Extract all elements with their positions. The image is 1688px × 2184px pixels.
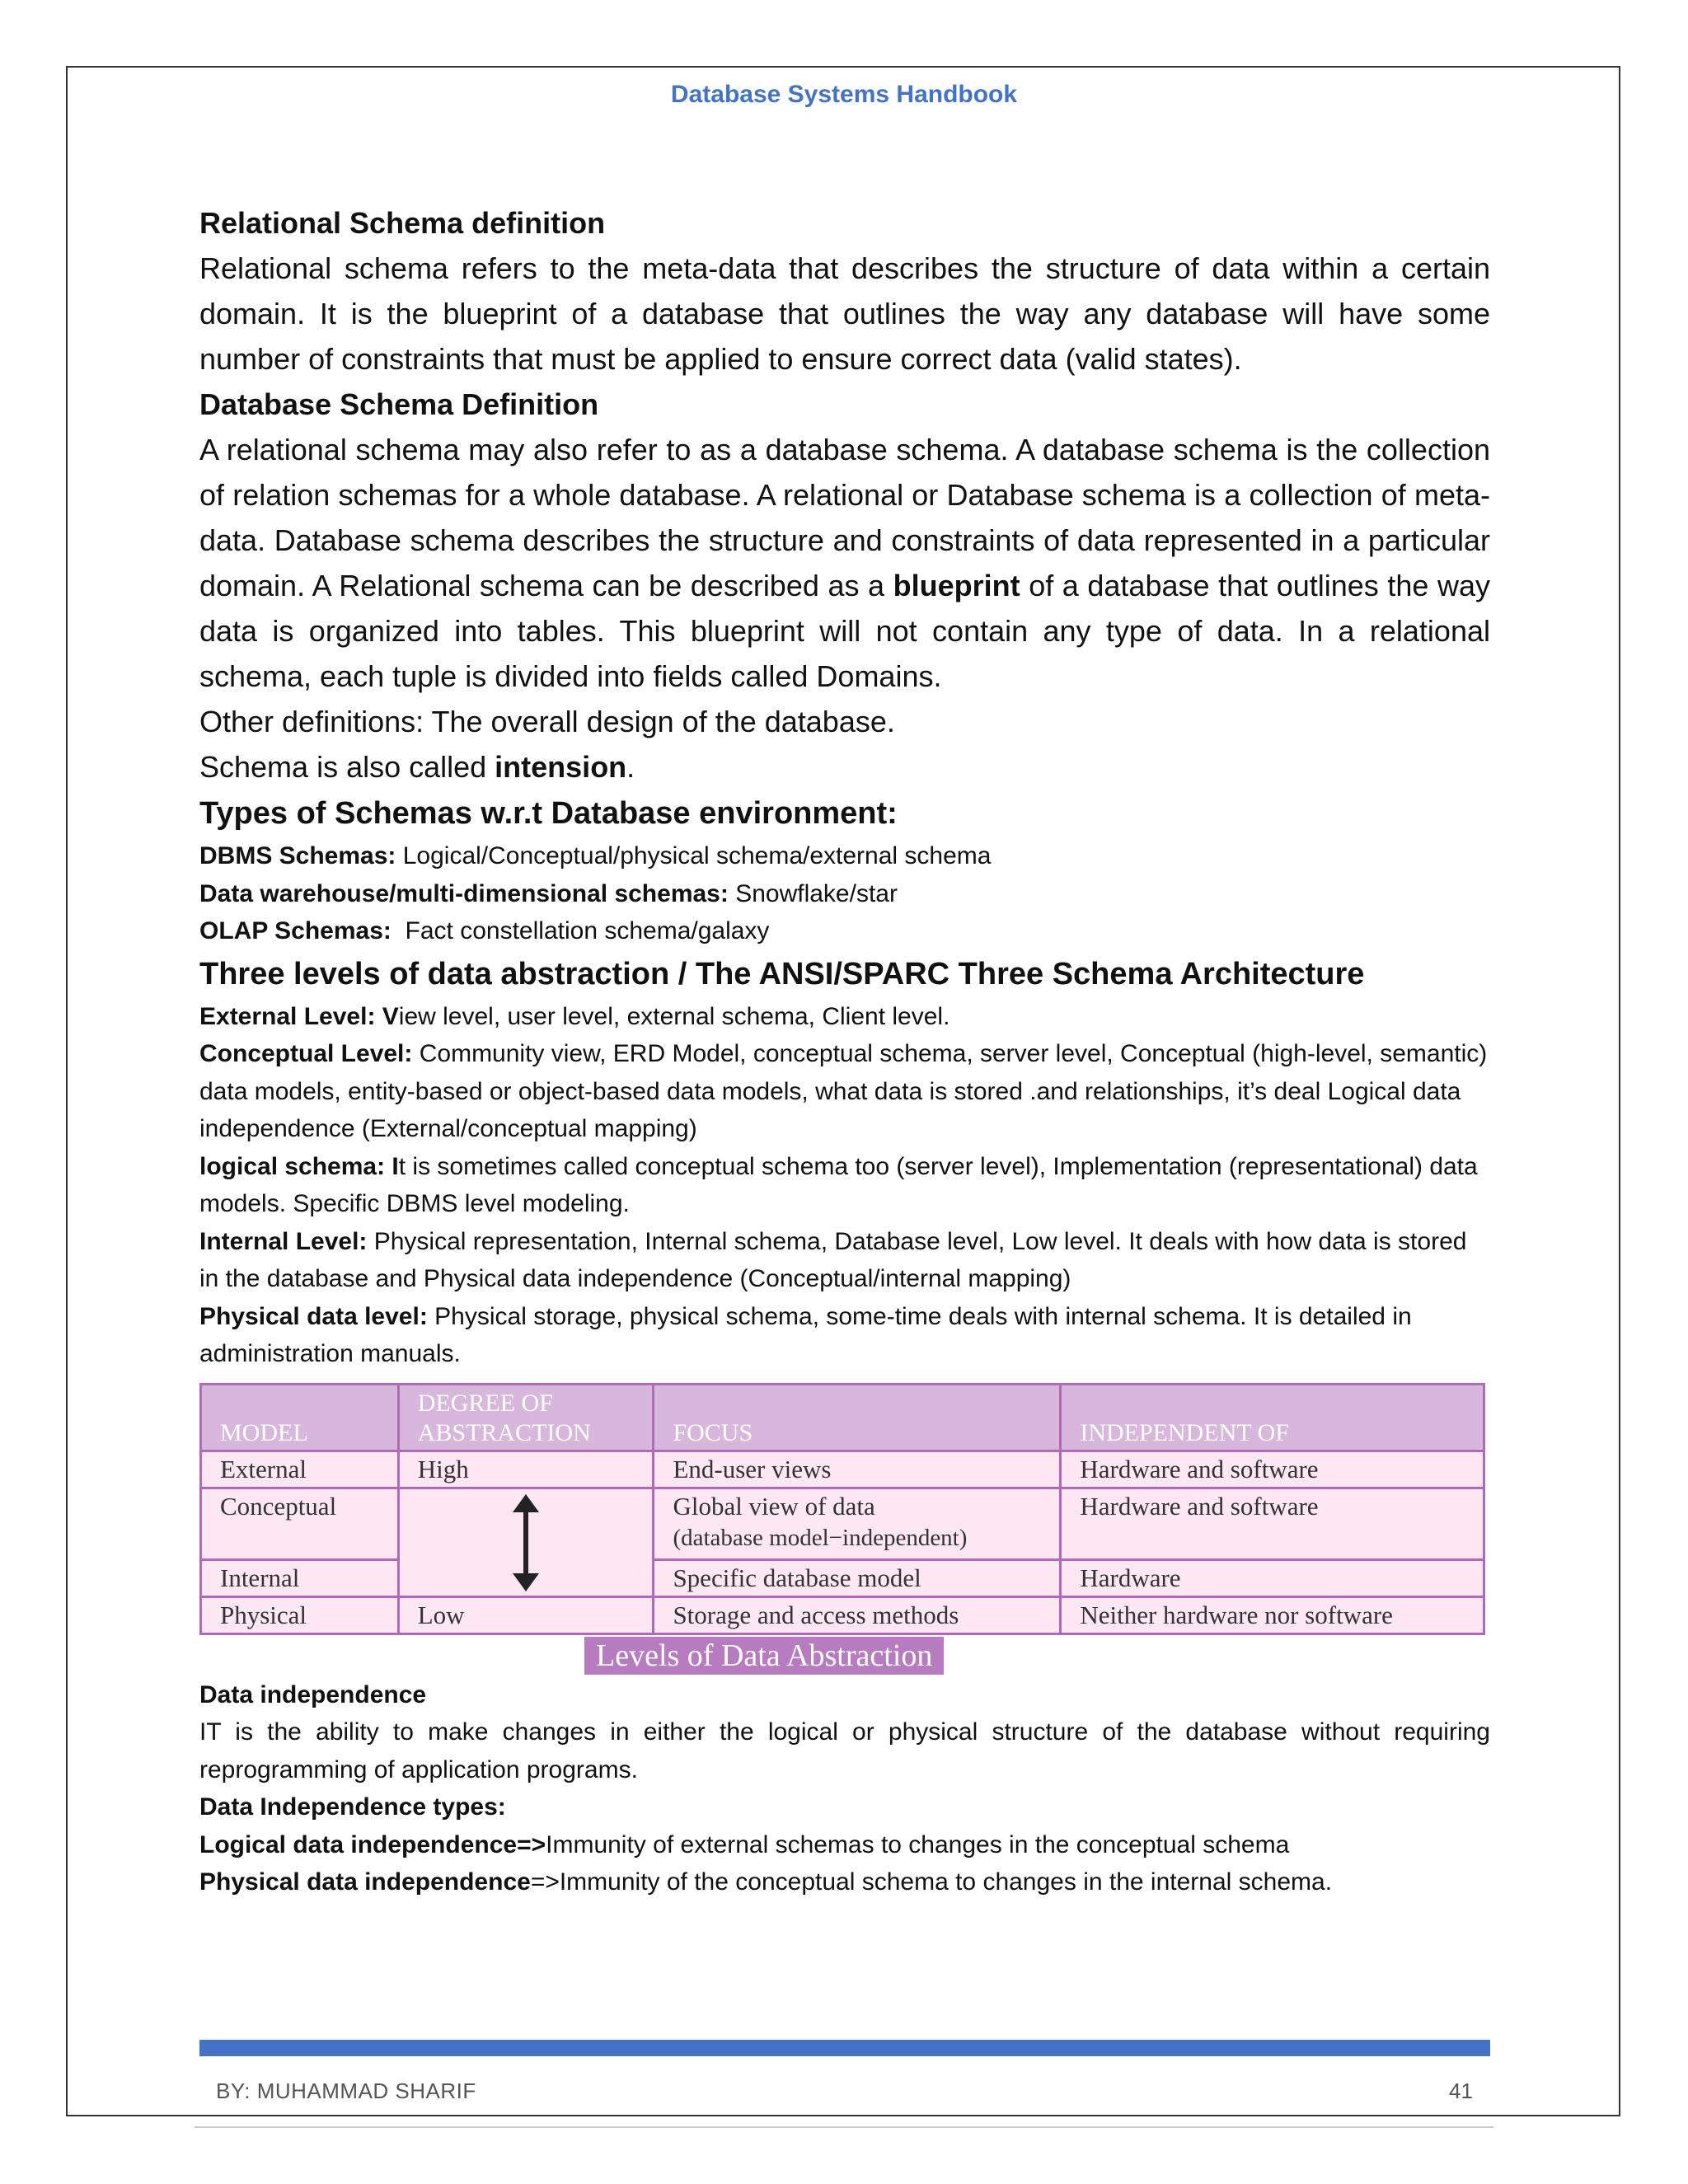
- table-cell-degree: Low: [398, 1596, 654, 1633]
- table-cell-focus: End-user views: [654, 1451, 1061, 1488]
- heading-data-independence: Data independence: [199, 1680, 427, 1708]
- line-external-level: [199, 998, 1490, 1036]
- physical-text: Physical storage, physical schema, some-time deals with internal schema. It is detailed in administration manuals.: [199, 1302, 1412, 1367]
- line-conceptual-level: [199, 1035, 1490, 1148]
- table-cell-focus: [654, 1488, 1061, 1559]
- line-dbms-schemas: [199, 837, 1490, 875]
- paragraph-data-independence: IT is the ability to make changes in either the logical or physical structure of the database without requiring reprogramming of application programs.: [199, 1718, 1490, 1783]
- footer-bar: [199, 2040, 1490, 2056]
- pdi-label: Physical data independence: [199, 1868, 531, 1896]
- external-label: External Level: V: [199, 1002, 399, 1030]
- table-row: [201, 1596, 1484, 1633]
- table-header-row: [201, 1384, 1484, 1451]
- logical-label: logical schema: I: [199, 1152, 399, 1180]
- paragraph-other-definitions: Other definitions: The overall design of the database.: [199, 705, 895, 738]
- heading-types-of-schemas: Types of Schemas w.r.t Database environment:: [199, 796, 898, 831]
- abstraction-table-wrap: [199, 1383, 1490, 1675]
- footer-author: BY: MUHAMMAD SHARIF: [216, 2079, 476, 2103]
- external-text: iew level, user level, external schema, Client level.: [398, 1002, 950, 1030]
- intension-term: intension: [495, 750, 627, 784]
- internal-text: Physical representation, Internal schema, Database level, Low level. It deals with how data is stored in the database and Physical data independence (Conceptual/internal mapping): [199, 1227, 1467, 1292]
- table-cell-independent: Hardware and software: [1061, 1451, 1484, 1488]
- intension-post: .: [626, 750, 635, 784]
- table-row: [201, 1451, 1484, 1488]
- table-header-cell: MODEL: [201, 1384, 399, 1451]
- ldi-label: Logical data independence=>: [199, 1830, 546, 1858]
- heading-database-schema: Database Schema Definition: [199, 387, 599, 421]
- line-internal-level: [199, 1223, 1490, 1298]
- db-schema-text-2: of a database that outlines the way data is organized into tables. This blueprint will not contain any type of data. In a relational schema, each tuple is divided into fields called Domains.: [199, 569, 1490, 693]
- page-number: 41: [1449, 2079, 1473, 2103]
- logical-text: t is sometimes called conceptual schema too (server level), Implementation (representational) data models. Specific DBMS level modeling.: [199, 1152, 1478, 1217]
- blueprint-term: blueprint: [893, 569, 1020, 602]
- table-cell-model: Physical: [201, 1596, 399, 1633]
- line-physical-di: [199, 1863, 1490, 1901]
- conceptual-text: Community view, ERD Model, conceptual schema, server level, Conceptual (high-level, semantic) data models, entity-based or object-based data models, what data is stored .and relationships, it’s deal Logical data independence (External/conceptual mapping): [199, 1040, 1488, 1142]
- table-header-cell: FOCUS: [654, 1384, 1061, 1451]
- dw-text: Snowflake/star: [728, 879, 898, 907]
- line-physical-level: [199, 1298, 1490, 1373]
- table-caption-wrap: [199, 1637, 1490, 1675]
- pdi-text: =>Immunity of the conceptual schema to changes in the internal schema.: [530, 1868, 1333, 1896]
- line-dw-schemas: [199, 875, 1490, 913]
- table-cell-independent: Hardware: [1061, 1559, 1484, 1596]
- olap-label: OLAP Schemas:: [199, 917, 392, 944]
- heading-relational-schema: Relational Schema definition: [199, 206, 606, 240]
- heading-three-levels: Three levels of data abstraction / The ANSI/SPARC Three Schema Architecture: [199, 956, 1365, 991]
- paragraph-intension: [199, 744, 1490, 790]
- conceptual-label: Conceptual Level:: [199, 1040, 413, 1067]
- dw-label: Data warehouse/multi-dimensional schemas:: [199, 879, 729, 907]
- focus-line-2: (database model−independent): [673, 1524, 968, 1551]
- physical-label: Physical data level:: [199, 1302, 428, 1330]
- heading-di-types: Data Independence types:: [199, 1793, 506, 1821]
- table-header-cell: DEGREE OF ABSTRACTION: [398, 1384, 654, 1451]
- abstraction-arrow-cell: [398, 1488, 654, 1596]
- table-cell-model: Internal: [201, 1559, 399, 1596]
- line-olap-schemas: [199, 912, 1490, 950]
- db-schema-text-1: A relational schema may also refer to as a database schema. A database schema is the collection of relation schemas for a whole database. A relational or Database schema is a collection of meta-data. Database schema describes the structure and constraints of data represented in a particular domain. A Relational schema can be described as a: [199, 433, 1490, 602]
- table-cell-independent: Hardware and software: [1061, 1488, 1484, 1559]
- page-content: [199, 200, 1490, 1901]
- page-header: Database Systems Handbook: [670, 81, 1018, 108]
- olap-text: Fact constellation schema/galaxy: [391, 917, 770, 944]
- abstraction-table: [199, 1383, 1485, 1635]
- footer-divider: [195, 2126, 1493, 2128]
- table-header-cell: INDEPENDENT OF: [1061, 1384, 1484, 1451]
- line-logical-schema: [199, 1148, 1490, 1223]
- table-cell-model: External: [201, 1451, 399, 1488]
- dbms-text: Logical/Conceptual/physical schema/external schema: [396, 842, 992, 869]
- table-cell-degree: High: [398, 1451, 654, 1488]
- internal-label: Internal Level:: [199, 1227, 368, 1255]
- table-cell-model: Conceptual: [201, 1488, 399, 1559]
- paragraph-database-schema: [199, 427, 1490, 699]
- table-cell-focus: Storage and access methods: [654, 1596, 1061, 1633]
- table-caption: Levels of Data Abstraction: [584, 1637, 944, 1675]
- dbms-label: DBMS Schemas:: [199, 842, 396, 869]
- ldi-text: Immunity of external schemas to changes in the conceptual schema: [546, 1830, 1290, 1858]
- table-row: [201, 1559, 1484, 1596]
- table-cell-focus: Specific database model: [654, 1559, 1061, 1596]
- intension-pre: Schema is also called: [199, 750, 495, 784]
- double-arrow-icon: [501, 1494, 551, 1591]
- focus-line-1: Global view of data: [673, 1491, 875, 1521]
- table-row: [201, 1488, 1484, 1559]
- line-logical-di: [199, 1826, 1490, 1864]
- paragraph-relational-schema: Relational schema refers to the meta-data that describes the structure of data within a certain domain. It is the blueprint of a database that outlines the way any database will have some number of constraints that must be applied to ensure correct data (valid states).: [199, 251, 1490, 376]
- table-cell-independent: Neither hardware nor software: [1061, 1596, 1484, 1633]
